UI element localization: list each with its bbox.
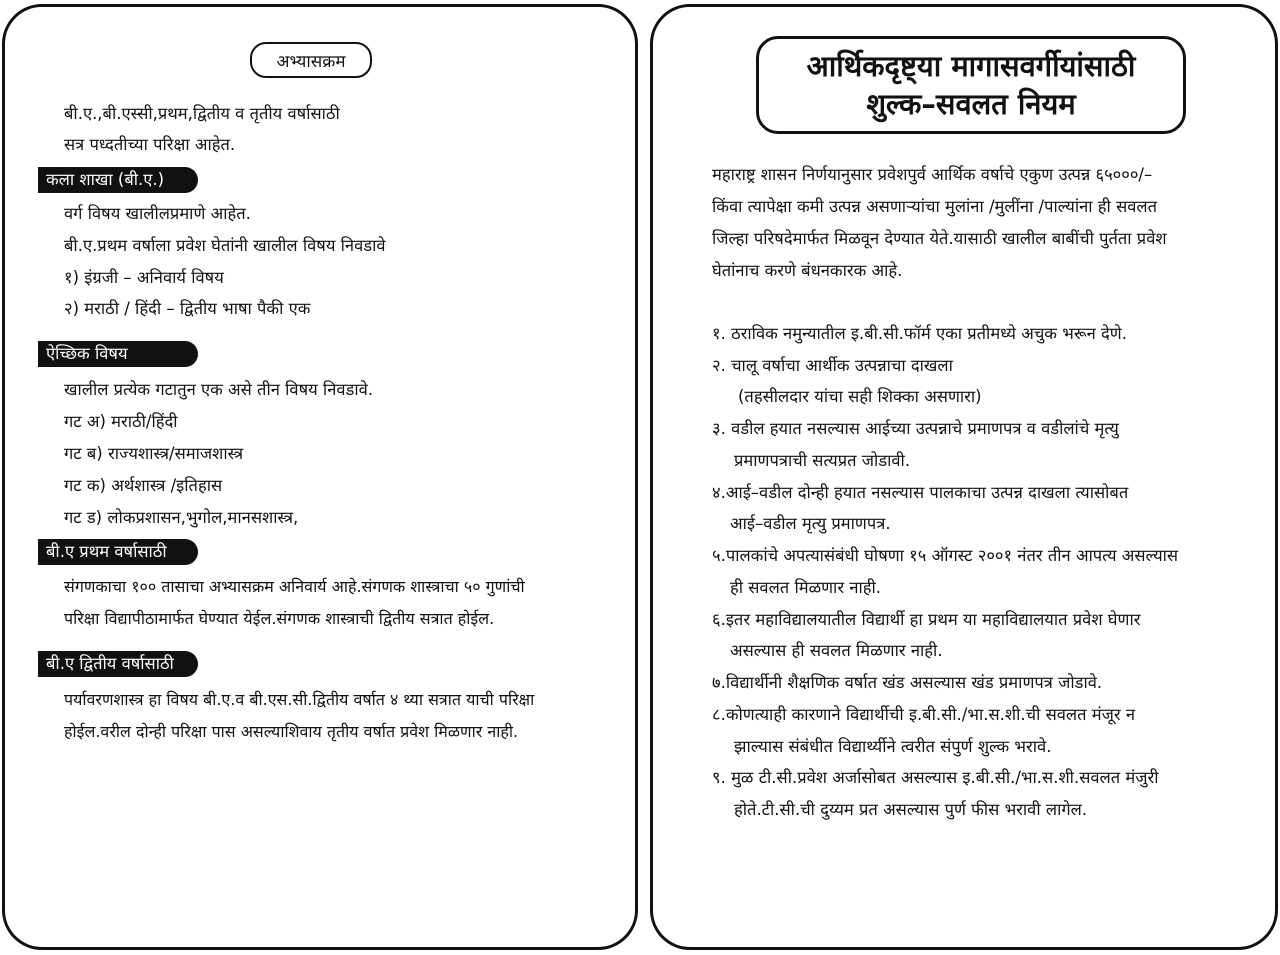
rule-item-cont: ही सवलत मिळणार नाही. xyxy=(730,578,882,597)
section-header-arts: कला शाखा (बी.ए.) xyxy=(38,167,198,193)
intro-line: महाराष्ट्र शासन निर्णयानुसार प्रवेशपुर्व आर्थिक वर्षाचे एकुण उत्पन्न ६५०००/– xyxy=(712,165,1153,184)
intro-line: घेतांनाच करणे बंधनकारक आहे. xyxy=(712,261,903,280)
section-line: होईल.वरील दोन्ही परिक्षा पास असल्याशिवाय तृतीय वर्षात प्रवेश मिळणार नाही. xyxy=(64,722,519,741)
rule-item: ७.विद्यार्थीनी शैक्षणिक वर्षात खंड असल्यास खंड प्रमाणपत्र जोडावे. xyxy=(712,673,1103,692)
section-line: २) मराठी / हिंदी – द्वितीय भाषा पैकी एक xyxy=(64,299,311,318)
intro-line: बी.ए.,बी.एस्सी,प्रथम,द्वितीय व तृतीय वर्षासाठी xyxy=(64,104,340,123)
intro-line: किंवा त्यापेक्षा कमी उत्पन्न असणाऱ्यांचा मुलांना /मुलींना /पाल्यांना ही सवलत xyxy=(712,197,1157,216)
rule-item: ५.पालकांचे अपत्यासंबंधी घोषणा १५ ऑगस्ट २००१ नंतर तीन आपत्य असल्यास xyxy=(712,546,1179,565)
section-line: खालील प्रत्येक गटातुन एक असे तीन विषय निवडावे. xyxy=(64,380,374,399)
rule-item: ३. वडील हयात नसल्यास आईच्या उत्पन्नाचे प्रमाणपत्र व वडीलांचे मृत्यु xyxy=(712,419,1119,438)
rule-item: १. ठराविक नमुन्यातील इ.बी.सी.फॉर्म एका प्रतीमध्ये अचुक भरून देणे. xyxy=(712,324,1127,343)
rule-item: २. चालू वर्षाचा आर्थीक उत्पन्नाचा दाखला xyxy=(712,356,953,375)
rule-item: ६.इतर महाविद्यालयातील विद्यार्थी हा प्रथम या महाविद्यालयात प्रवेश घेणार xyxy=(712,610,1141,629)
section-line: गट ड) लोकप्रशासन,भुगोल,मानसशास्त्र, xyxy=(64,508,299,527)
section-line: संगणकाचा १०० तासाचा अभ्यासक्रम अनिवार्य आहे.संगणक शास्त्राचा ५० गुणांची xyxy=(64,577,525,596)
rule-item: ४.आई–वडील दोन्ही हयात नसल्यास पालकाचा उत्पन्न दाखला त्यासोबत xyxy=(712,483,1129,502)
rule-item-cont: झाल्यास संबंधीत विद्यार्थ्यीने त्वरीत संपुर्ण शुल्क भरावे. xyxy=(734,737,1052,756)
rule-item-cont: होते.टी.सी.ची दुय्यम प्रत असल्यास पुर्ण फीस भरावी लागेल. xyxy=(734,800,1088,819)
rule-item-cont: (तहसीलदार यांचा सही शिक्का असणारा) xyxy=(738,387,982,406)
section-header-optional: ऐच्छिक विषय xyxy=(38,341,198,367)
section-line: परिक्षा विद्यापीठामार्फत घेण्यात येईल.संगणक शास्त्राची द्वितीय सत्रात होईल. xyxy=(64,609,495,628)
section-line: गट क) अर्थशास्त्र /इतिहास xyxy=(64,476,223,495)
section-line: पर्यावरणशास्त्र हा विषय बी.ए.व बी.एस.सी.द्वितीय वर्षात ४ थ्या सत्रात याची परिक्षा xyxy=(64,690,535,709)
section-line: गट ब) राज्यशास्त्र/समाजशास्त्र xyxy=(64,444,244,463)
section-line: १) इंग्रजी – अनिवार्य विषय xyxy=(64,268,224,287)
intro-line: जिल्हा परिषदेमार्फत मिळवून देण्यात येते.यासाठी खालील बाबींची पुर्तता प्रवेश xyxy=(712,229,1167,248)
rule-item: ८.कोणत्याही कारणाने विद्यार्थीची इ.बी.सी./भा.स.शी.ची सवलत मंजूर न xyxy=(712,705,1136,724)
intro-line: सत्र पध्दतीच्या परिक्षा आहेत. xyxy=(64,135,236,154)
syllabus-title: अभ्यासक्रम xyxy=(250,42,372,78)
title-line: आर्थिकदृष्ट्या मागासवर्गीयांसाठी xyxy=(806,49,1136,83)
fee-concession-title xyxy=(756,36,1186,134)
section-line: बी.ए.प्रथम वर्षाला प्रवेश घेतांनी खालील विषय निवडावे xyxy=(64,236,386,255)
title-line: शुल्क–सवलत नियम xyxy=(866,87,1076,121)
section-header-ba-second: बी.ए द्वितीय वर्षासाठी xyxy=(38,651,198,677)
rule-item-cont: असल्यास ही सवलत मिळणार नाही. xyxy=(730,641,943,660)
rule-item-cont: आई–वडील मृत्यु प्रमाणपत्र. xyxy=(730,514,891,533)
rule-item: ९. मुळ टी.सी.प्रवेश अर्जासोबत असल्यास इ.बी.सी./भा.स.शी.सवलत मंजुरी xyxy=(712,768,1159,787)
section-line: वर्ग विषय खालीलप्रमाणे आहेत. xyxy=(64,204,251,223)
rule-item-cont: प्रमाणपत्राची सत्यप्रत जोडावी. xyxy=(734,451,911,470)
section-line: गट अ) मराठी/हिंदी xyxy=(64,412,178,431)
section-header-ba-first: बी.ए प्रथम वर्षासाठी xyxy=(38,539,198,565)
